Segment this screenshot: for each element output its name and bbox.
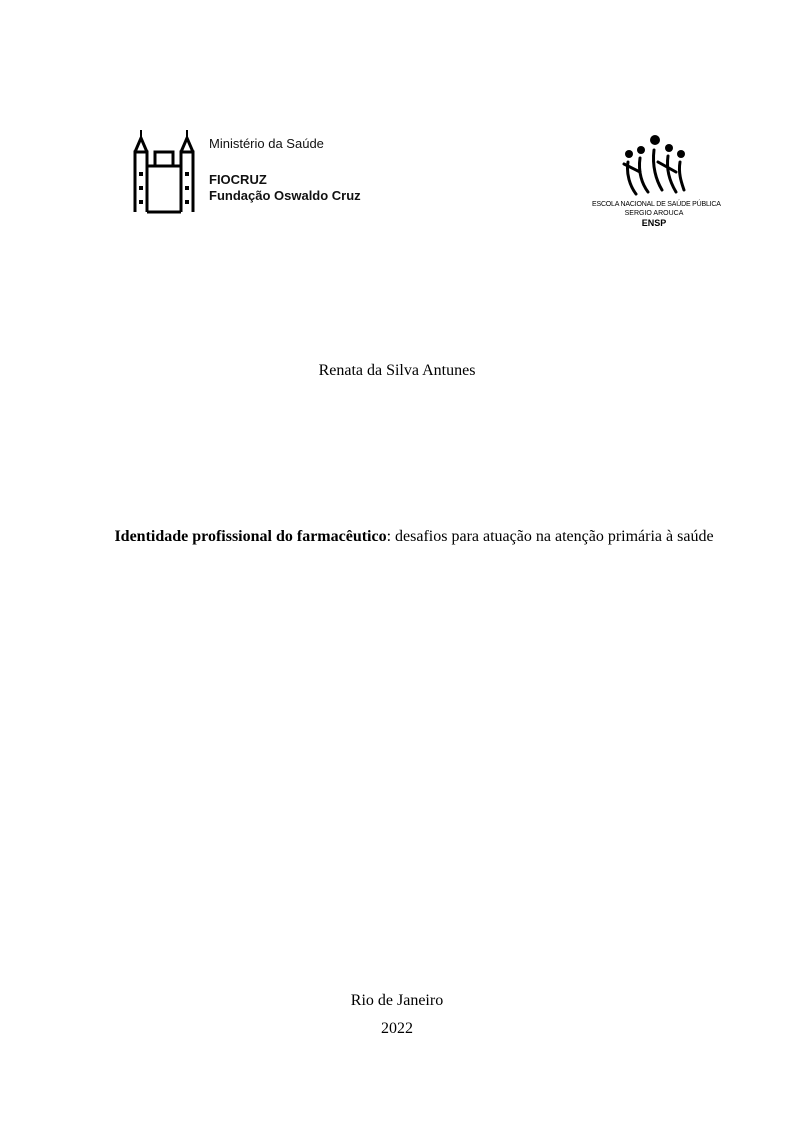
ministry-label: Ministério da Saúde	[209, 136, 324, 151]
ensp-acronym: ENSP	[641, 218, 667, 228]
title-subtitle: desafios para atuação na atenção primária à saúde	[395, 528, 714, 545]
fiocruz-castle-icon	[133, 128, 195, 214]
year: 2022	[381, 1020, 413, 1037]
fiocruz-full-name: Fundação Oswaldo Cruz	[209, 188, 361, 203]
ensp-figures-icon	[618, 132, 690, 198]
fiocruz-logo	[133, 128, 373, 216]
ensp-logo	[592, 132, 721, 238]
ensp-school-subname: SERGIO AROUCA	[624, 210, 684, 217]
author-name: Renata da Silva Antunes	[318, 362, 476, 379]
fiocruz-name: FIOCRUZ	[209, 172, 267, 187]
ensp-school-name: ESCOLA NACIONAL DE SAÚDE PÚBLICA	[592, 201, 721, 208]
thesis-title	[0, 528, 794, 546]
city: Rio de Janeiro	[350, 992, 444, 1009]
title-main: Identidade profissional do farmacêutico	[114, 528, 387, 545]
title-separator: :	[386, 528, 396, 545]
